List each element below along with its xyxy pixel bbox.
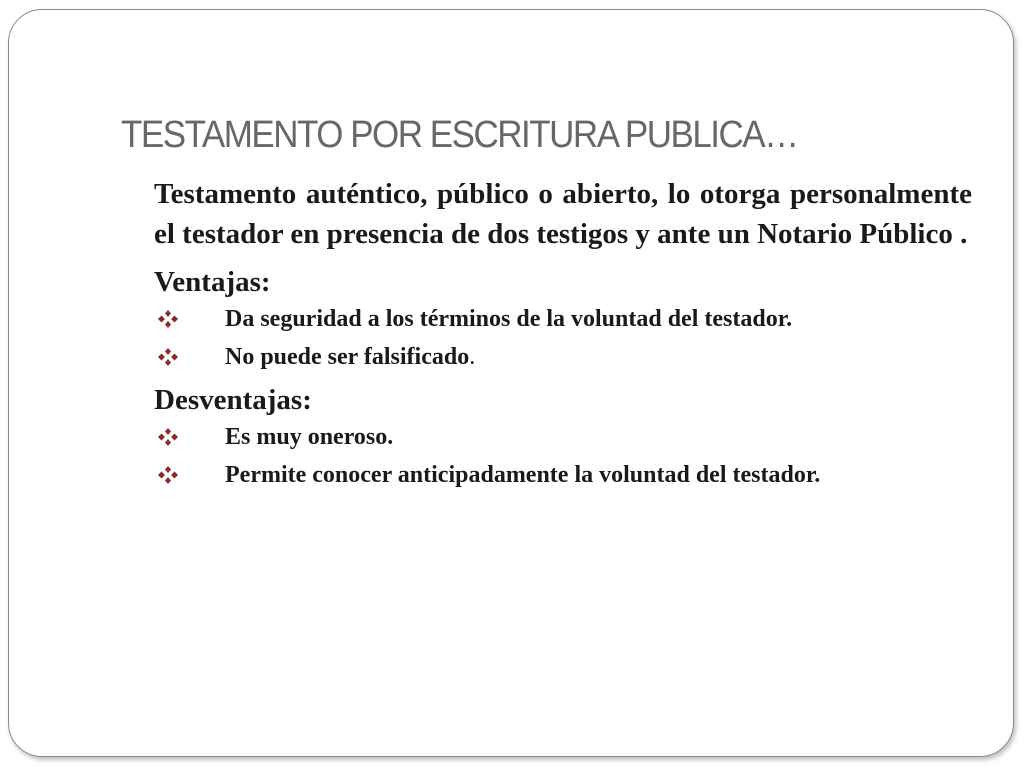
- slide-body: [154, 174, 972, 498]
- desventajas-item-2: [154, 460, 972, 490]
- ventajas-heading: Ventajas:: [154, 266, 271, 298]
- four-diamond-bullet-icon: [157, 466, 179, 484]
- ventajas-item-2-text: No puede ser falsificado: [225, 344, 470, 370]
- desventajas-item-2-text: Permite conocer anticipadamente la voluntad del testador.: [225, 462, 821, 488]
- four-diamond-bullet-icon: [157, 428, 179, 446]
- intro-paragraph: Testamento auténtico, público o abierto, lo otorga personalmente el testador en presencia de dos testigos y ante un Notario Público .: [154, 178, 972, 250]
- ventajas-item-2-tail: .: [469, 344, 476, 370]
- slide-title: TESTAMENTO POR ESCRITURA PUBLICA…: [121, 114, 798, 156]
- ventajas-item-1: [154, 304, 972, 334]
- four-diamond-bullet-icon: [157, 310, 179, 328]
- four-diamond-bullet-icon: [157, 348, 179, 366]
- slide-frame: [8, 9, 1014, 757]
- desventajas-item-1: [154, 422, 972, 452]
- desventajas-heading: Desventajas:: [154, 384, 312, 416]
- ventajas-item-1-text: Da seguridad a los términos de la voluntad del testador.: [225, 306, 793, 332]
- desventajas-item-1-text: Es muy oneroso.: [225, 424, 394, 450]
- ventajas-item-2: [154, 342, 972, 372]
